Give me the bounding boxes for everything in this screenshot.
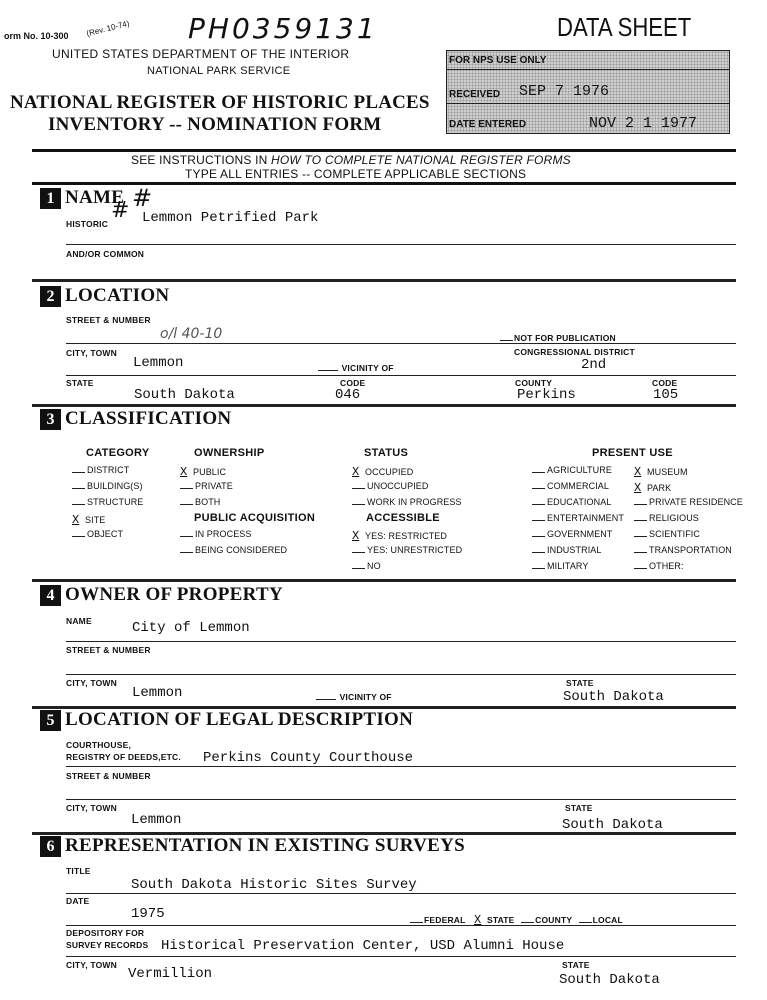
checkbox-mark <box>352 568 365 569</box>
form-revision: (Rev. 10-74) <box>85 18 131 39</box>
not-for-publication-label: NOT FOR PUBLICATION <box>500 333 616 343</box>
checkbox-mark: X <box>634 481 642 495</box>
status-heading: STATUS <box>364 447 409 459</box>
city-value: Lemmon <box>133 355 184 371</box>
checkbox-mark <box>634 536 647 537</box>
option-pu-left-0[interactable] <box>532 465 624 481</box>
ownership-heading: OWNERSHIP <box>194 447 265 459</box>
option-label: AGRICULTURE <box>547 465 612 475</box>
courthouse-value: Perkins County Courthouse <box>203 750 414 766</box>
checkbox-mark <box>532 520 545 521</box>
section-6-number: 6 <box>40 836 61 857</box>
owner-name-label: NAME <box>66 616 92 626</box>
acquisition-options <box>180 529 287 561</box>
option-own-col-1[interactable] <box>180 481 233 497</box>
form-title-line2: INVENTORY -- NOMINATION FORM <box>48 114 382 135</box>
option-label: PRIVATE RESIDENCE <box>649 497 743 507</box>
checkbox-mark <box>532 568 545 569</box>
option-label: MILITARY <box>547 561 589 571</box>
section-1-number: 1 <box>40 188 61 209</box>
owner-name-value: City of Lemmon <box>132 620 250 636</box>
depository-value: Historical Preservation Center, USD Alumni House <box>161 938 565 954</box>
handwritten-id: PH0359131 <box>188 12 378 45</box>
option-cat-col-0[interactable] <box>72 465 143 481</box>
handwritten-hash-mark: # <box>132 184 153 212</box>
option-pu-left-4[interactable] <box>532 529 624 545</box>
section-6-title: REPRESENTATION IN EXISTING SURVEYS <box>65 835 466 856</box>
accessible-options <box>352 529 462 577</box>
received-date: SEP 7 1976 <box>519 83 610 100</box>
instructions-line2: TYPE ALL ENTRIES -- COMPLETE APPLICABLE SECTIONS <box>185 167 527 181</box>
owner-state-value: South Dakota <box>563 689 664 705</box>
nps-box-title: FOR NPS USE ONLY <box>449 55 547 66</box>
historic-label: HISTORIC <box>66 219 109 229</box>
option-acc-col-1[interactable] <box>352 545 462 561</box>
option-cat-col-2[interactable] <box>72 497 143 513</box>
entered-date: NOV 2 1 1977 <box>589 115 698 132</box>
checkbox-mark <box>352 488 365 489</box>
owner-city-label: CITY, TOWN <box>66 678 117 688</box>
option-label: OBJECT <box>87 529 124 539</box>
option-label: BUILDING(S) <box>87 481 143 491</box>
instructions-line1: SEE INSTRUCTIONS IN HOW TO COMPLETE NATIONAL REGISTER FORMS <box>131 153 571 167</box>
option-label: INDUSTRIAL <box>547 545 602 555</box>
checkbox-mark <box>180 536 193 537</box>
legal-city-value: Lemmon <box>131 812 182 828</box>
checkbox-mark <box>634 520 647 521</box>
option-cat-col-1[interactable] <box>72 481 143 497</box>
county-code-value: 105 <box>653 387 679 403</box>
received-label: RECEIVED <box>449 89 501 100</box>
present-use-right-options <box>634 465 743 577</box>
legal-street-label: STREET & NUMBER <box>66 771 151 781</box>
checkbox-mark <box>532 488 545 489</box>
option-label: PUBLIC <box>193 467 227 477</box>
checkbox-mark <box>532 536 545 537</box>
depository-label-1: DEPOSITORY FOR <box>66 928 145 938</box>
option-label: IN PROCESS <box>195 529 252 539</box>
survey-date-value: 1975 <box>131 906 165 922</box>
section-3-title: CLASSIFICATION <box>65 408 232 429</box>
section-2-title: LOCATION <box>65 285 170 306</box>
option-label: DISTRICT <box>87 465 130 475</box>
common-name-label: AND/OR COMMON <box>66 249 145 259</box>
survey-state-value: South Dakota <box>559 972 660 988</box>
option-label: OCCUPIED <box>365 467 414 477</box>
option-label: OTHER: <box>649 561 684 571</box>
accessible-heading: ACCESSIBLE <box>366 512 440 524</box>
survey-level-options: FEDERAL X STATE COUNTY LOCAL <box>410 913 623 927</box>
option-label: EDUCATIONAL <box>547 497 612 507</box>
historic-name-value: Lemmon Petrified Park <box>142 210 319 226</box>
checkbox-mark <box>180 552 193 553</box>
option-pu-right-4[interactable] <box>634 529 743 545</box>
survey-state-label: STATE <box>562 960 590 970</box>
section-4-number: 4 <box>40 585 61 606</box>
section-5-title: LOCATION OF LEGAL DESCRIPTION <box>65 709 414 730</box>
section-4-title: OWNER OF PROPERTY <box>65 584 284 605</box>
data-sheet-label: DATA SHEET <box>557 12 692 42</box>
option-label: SITE <box>85 515 106 525</box>
option-pu-left-6[interactable] <box>532 561 624 577</box>
vicinity-label: VICINITY OF <box>318 363 394 373</box>
option-label: PARK <box>647 483 672 493</box>
checkbox-mark <box>352 504 365 505</box>
option-label: GOVERNMENT <box>547 529 613 539</box>
option-pu-right-1[interactable] <box>634 481 743 497</box>
option-cat-col-3[interactable] <box>72 513 143 529</box>
handwritten-hash-mark-2: # <box>111 198 130 223</box>
survey-date-label: DATE <box>66 896 90 906</box>
section-1-title: NAME <box>65 187 125 208</box>
option-own-col-0[interactable] <box>180 465 233 481</box>
option-acq-col-0[interactable] <box>180 529 287 545</box>
option-stat-col-2[interactable] <box>352 497 462 513</box>
option-acq-col-1[interactable] <box>180 545 287 561</box>
street-label: STREET & NUMBER <box>66 315 151 325</box>
city-label: CITY, TOWN <box>66 348 117 358</box>
option-label: UNOCCUPIED <box>367 481 429 491</box>
option-label: TRANSPORTATION <box>649 545 732 555</box>
section-5-number: 5 <box>40 710 61 731</box>
option-acc-col-0[interactable] <box>352 529 462 545</box>
checkbox-mark <box>72 472 85 473</box>
legal-state-label: STATE <box>565 803 593 813</box>
checkbox-mark: X <box>352 465 360 479</box>
survey-city-value: Vermillion <box>128 966 213 982</box>
form-title-line1: NATIONAL REGISTER OF HISTORIC PLACES <box>10 92 430 113</box>
checkbox-mark <box>72 488 85 489</box>
option-label: YES: UNRESTRICTED <box>367 545 463 555</box>
owner-city-value: Lemmon <box>132 685 183 701</box>
option-pu-left-5[interactable] <box>532 545 624 561</box>
option-pu-right-3[interactable] <box>634 513 743 529</box>
checkbox-mark <box>532 552 545 553</box>
checkbox-mark <box>352 552 365 553</box>
section-2-number: 2 <box>40 286 61 307</box>
option-label: YES: RESTRICTED <box>365 531 448 541</box>
option-pu-right-2[interactable] <box>634 497 743 513</box>
option-own-col-2[interactable] <box>180 497 233 513</box>
owner-state-label: STATE <box>566 678 594 688</box>
option-pu-left-3[interactable] <box>532 513 624 529</box>
option-pu-right-0[interactable] <box>634 465 743 481</box>
status-options <box>352 465 462 513</box>
checkbox-mark <box>180 488 193 489</box>
section-3-number: 3 <box>40 409 61 430</box>
checkbox-mark <box>634 504 647 505</box>
category-heading: CATEGORY <box>86 447 150 459</box>
survey-title-value: South Dakota Historic Sites Survey <box>131 877 417 893</box>
checkbox-mark: X <box>180 465 188 479</box>
county-code-label: CODE <box>652 378 678 388</box>
checkbox-mark <box>634 568 647 569</box>
present-use-left-options <box>532 465 624 577</box>
state-code-label: CODE <box>340 378 366 388</box>
option-label: NO <box>367 561 381 571</box>
option-label: ENTERTAINMENT <box>547 513 624 523</box>
state-code-value: 046 <box>335 387 361 403</box>
congressional-district-label: CONGRESSIONAL DISTRICT <box>514 347 635 357</box>
option-label: MUSEUM <box>647 467 688 477</box>
owner-street-label: STREET & NUMBER <box>66 645 151 655</box>
option-label: BEING CONSIDERED <box>195 545 288 555</box>
checkbox-mark <box>532 504 545 505</box>
county-label: COUNTY <box>515 378 553 388</box>
courthouse-label-2: REGISTRY OF DEEDS,ETC. <box>66 752 181 762</box>
street-handwritten: o/l 40-10 <box>160 326 223 342</box>
option-label: PRIVATE <box>195 481 233 491</box>
option-label: WORK IN PROGRESS <box>367 497 462 507</box>
acquisition-heading: PUBLIC ACQUISITION <box>194 512 316 524</box>
entered-label: DATE ENTERED <box>449 119 527 130</box>
checkbox-mark <box>72 536 85 537</box>
owner-vicinity-label: VICINITY OF <box>316 692 392 702</box>
legal-city-label: CITY, TOWN <box>66 803 117 813</box>
nps-use-box <box>446 50 730 134</box>
survey-city-label: CITY, TOWN <box>66 960 117 970</box>
legal-state-value: South Dakota <box>562 817 663 833</box>
checkbox-mark <box>532 472 545 473</box>
option-pu-right-5[interactable] <box>634 545 743 561</box>
service-name: NATIONAL PARK SERVICE <box>147 65 291 77</box>
state-label: STATE <box>66 378 94 388</box>
form-number: orm No. 10-300 <box>4 31 69 41</box>
option-pu-left-2[interactable] <box>532 497 624 513</box>
state-value: South Dakota <box>134 387 235 403</box>
checkbox-mark: X <box>72 513 80 527</box>
depository-label-2: SURVEY RECORDS <box>66 940 149 950</box>
option-stat-col-0[interactable] <box>352 465 462 481</box>
department-name: UNITED STATES DEPARTMENT OF THE INTERIOR <box>52 47 350 61</box>
survey-title-label: TITLE <box>66 866 91 876</box>
option-stat-col-1[interactable] <box>352 481 462 497</box>
category-options <box>72 465 143 545</box>
option-cat-col-4[interactable] <box>72 529 143 545</box>
option-acc-col-2[interactable] <box>352 561 462 577</box>
ownership-options <box>180 465 233 513</box>
option-pu-right-6[interactable] <box>634 561 743 577</box>
county-value: Perkins <box>517 387 576 403</box>
checkbox-mark: X <box>634 465 642 479</box>
option-label: BOTH <box>195 497 221 507</box>
congressional-district-value: 2nd <box>581 357 607 373</box>
checkbox-mark <box>72 504 85 505</box>
option-label: COMMERCIAL <box>547 481 610 491</box>
courthouse-label-1: COURTHOUSE, <box>66 740 132 750</box>
present-use-heading: PRESENT USE <box>592 447 673 459</box>
checkbox-mark <box>634 552 647 553</box>
option-label: RELIGIOUS <box>649 513 699 523</box>
option-label: STRUCTURE <box>87 497 144 507</box>
checkbox-mark <box>180 504 193 505</box>
option-label: SCIENTIFIC <box>649 529 701 539</box>
option-pu-left-1[interactable] <box>532 481 624 497</box>
checkbox-mark: X <box>352 529 360 543</box>
